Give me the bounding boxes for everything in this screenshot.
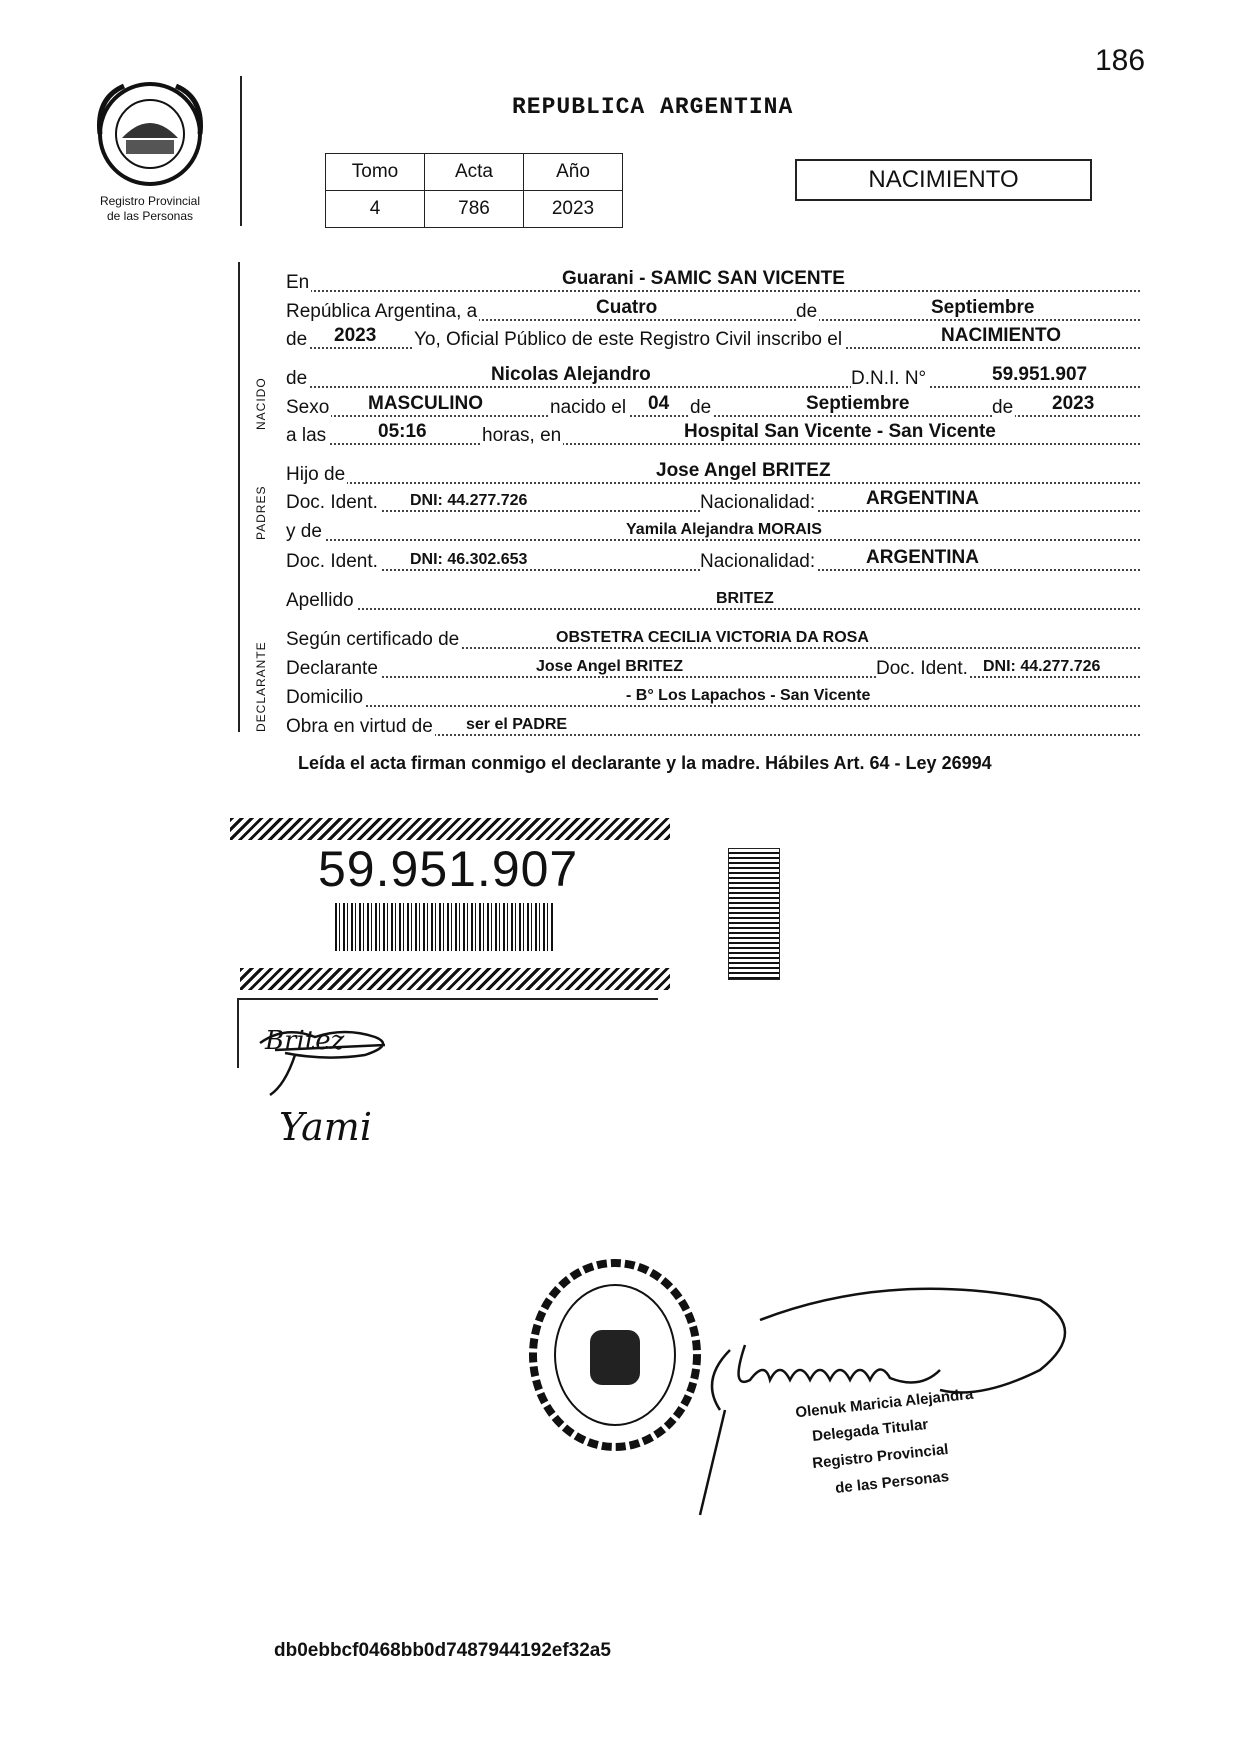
- segun-label: Según certificado de: [286, 629, 460, 650]
- padre-doc-value: DNI: 44.277.726: [410, 492, 528, 509]
- document-title: REPUBLICA ARGENTINA: [512, 94, 794, 120]
- madre-doc-value: DNI: 46.302.653: [410, 551, 528, 568]
- row-nombre: [286, 362, 1140, 390]
- stamp-line-2: Delegada Titular: [811, 1415, 930, 1446]
- madre-value: Yamila Alejandra MORAIS: [626, 521, 822, 538]
- signature-top-line: [238, 998, 658, 1000]
- nac-dia-value: 04: [648, 393, 670, 414]
- madre-nac-value: ARGENTINA: [866, 547, 979, 568]
- padre-value: Jose Angel BRITEZ: [656, 460, 831, 481]
- sexo-value: MASCULINO: [368, 393, 484, 414]
- de2-label: de: [286, 329, 308, 350]
- logo-caption-2: de las Personas: [106, 209, 194, 223]
- declarante-value: Jose Angel BRITEZ: [536, 658, 683, 675]
- nac2-label: Nacionalidad:: [700, 551, 816, 572]
- row-inscribo: [286, 323, 1140, 351]
- anio-header: Año: [524, 154, 623, 191]
- row-hora: [286, 419, 1140, 447]
- stamp-line-1: Olenuk Maricia Alejandra: [794, 1385, 975, 1422]
- row-padre-doc: [286, 486, 1140, 514]
- header-divider: [240, 76, 242, 226]
- side-label-declarante: DECLARANTE: [254, 641, 268, 732]
- mother-signature: [275, 1095, 415, 1165]
- obra-label: Obra en virtud de: [286, 716, 433, 737]
- stamp-line-4: de las Personas: [834, 1468, 950, 1497]
- dni-label: D.N.I. N°: [851, 368, 927, 389]
- horas-label: horas, en: [482, 425, 562, 446]
- en-label: En: [286, 272, 310, 293]
- row-certificado: [286, 623, 1140, 651]
- doc3-label: Doc. Ident.: [876, 658, 968, 679]
- page-number: 186: [1095, 44, 1146, 77]
- de5-label: de: [992, 397, 1014, 418]
- row-madre: [286, 515, 1140, 543]
- hijo-label: Hijo de: [286, 464, 346, 485]
- sexo-label: Sexo: [286, 397, 330, 418]
- registry-logo: [80, 78, 220, 224]
- de-label: de: [796, 301, 818, 322]
- row-apellido: [286, 584, 1140, 612]
- de4-label: de: [690, 397, 712, 418]
- apellido-label: Apellido: [286, 590, 354, 611]
- form-left-border: [238, 262, 240, 732]
- tomo-value: 4: [326, 191, 425, 228]
- nac-label: Nacionalidad:: [700, 492, 816, 513]
- anio-value-text: 2023: [334, 325, 377, 346]
- lugar-value: Hospital San Vicente - San Vicente: [684, 421, 996, 442]
- obra-value: ser el PADRE: [466, 716, 568, 733]
- apellido-value: BRITEZ: [716, 590, 774, 607]
- signature-left-border: [237, 998, 239, 1068]
- en-value: Guarani - SAMIC SAN VICENTE: [562, 268, 845, 289]
- nac-anio-value: 2023: [1052, 393, 1095, 414]
- id-number: 59.951.907: [318, 841, 579, 897]
- yde-label: y de: [286, 521, 322, 542]
- lead-text: Leída el acta firman conmigo el declarante y la madre. Hábiles Art. 64 - Ley 26994: [298, 753, 992, 773]
- nac-mes-value: Septiembre: [806, 393, 910, 414]
- logo-caption-1: Registro Provincial: [99, 194, 201, 208]
- anio-value: 2023: [524, 191, 623, 228]
- declarante-label: Declarante: [286, 658, 378, 679]
- rep-label: República Argentina, a: [286, 301, 478, 322]
- domicilio-label: Domicilio: [286, 687, 364, 708]
- dia-value: Cuatro: [596, 297, 658, 318]
- official-seal: [525, 1255, 705, 1455]
- doc2-label: Doc. Ident.: [286, 551, 378, 572]
- row-madre-doc: [286, 545, 1140, 573]
- nombre-value: Nicolas Alejandro: [491, 364, 651, 385]
- row-fecha: [286, 295, 1140, 323]
- stamp-line-3: Registro Provincial: [811, 1440, 950, 1473]
- hora-value: 05:16: [378, 421, 427, 442]
- side-label-padres: PADRES: [254, 485, 268, 540]
- dni-value: 59.951.907: [992, 364, 1088, 385]
- certificado-value: OBSTETRA CECILIA VICTORIA DA ROSA: [556, 629, 869, 646]
- document-hash: db0ebbcf0468bb0d7487944192ef32a5: [274, 1640, 611, 1661]
- de3-label: de: [286, 368, 308, 389]
- alas-label: a las: [286, 425, 327, 446]
- security-pattern-bottom: [240, 968, 670, 990]
- security-pattern-top: [230, 818, 670, 840]
- inscribo-value: NACIMIENTO: [941, 325, 1061, 346]
- tomo-acta-table: [325, 153, 623, 228]
- declarante-doc-value: DNI: 44.277.726: [983, 658, 1101, 675]
- row-obra: [286, 710, 1140, 738]
- row-en: [286, 266, 1140, 294]
- provincial-seal-icon: [94, 78, 206, 190]
- row-sexo: [286, 391, 1140, 419]
- row-hijo: [286, 458, 1140, 486]
- row-declarante: [286, 652, 1140, 680]
- signature-2-text: Yami: [279, 1105, 372, 1149]
- mes-value: Septiembre: [931, 297, 1035, 318]
- inscribo-label: Yo, Oficial Público de este Registro Civil inscribo el: [414, 329, 843, 350]
- acta-header: Acta: [425, 154, 524, 191]
- nacido-label: nacido el: [550, 397, 627, 418]
- side-label-nacido: NACIDO: [254, 377, 268, 430]
- doc-label: Doc. Ident.: [286, 492, 378, 513]
- signature-1-text: Britez: [265, 1026, 345, 1056]
- row-domicilio: [286, 681, 1140, 709]
- barcode: [335, 903, 555, 951]
- domicilio-value: - B° Los Lapachos - San Vicente: [626, 687, 871, 704]
- hologram-strip: [728, 848, 780, 980]
- padre-nac-value: ARGENTINA: [866, 488, 979, 509]
- tomo-header: Tomo: [326, 154, 425, 191]
- document-type-box: NACIMIENTO: [795, 159, 1092, 201]
- acta-value: 786: [425, 191, 524, 228]
